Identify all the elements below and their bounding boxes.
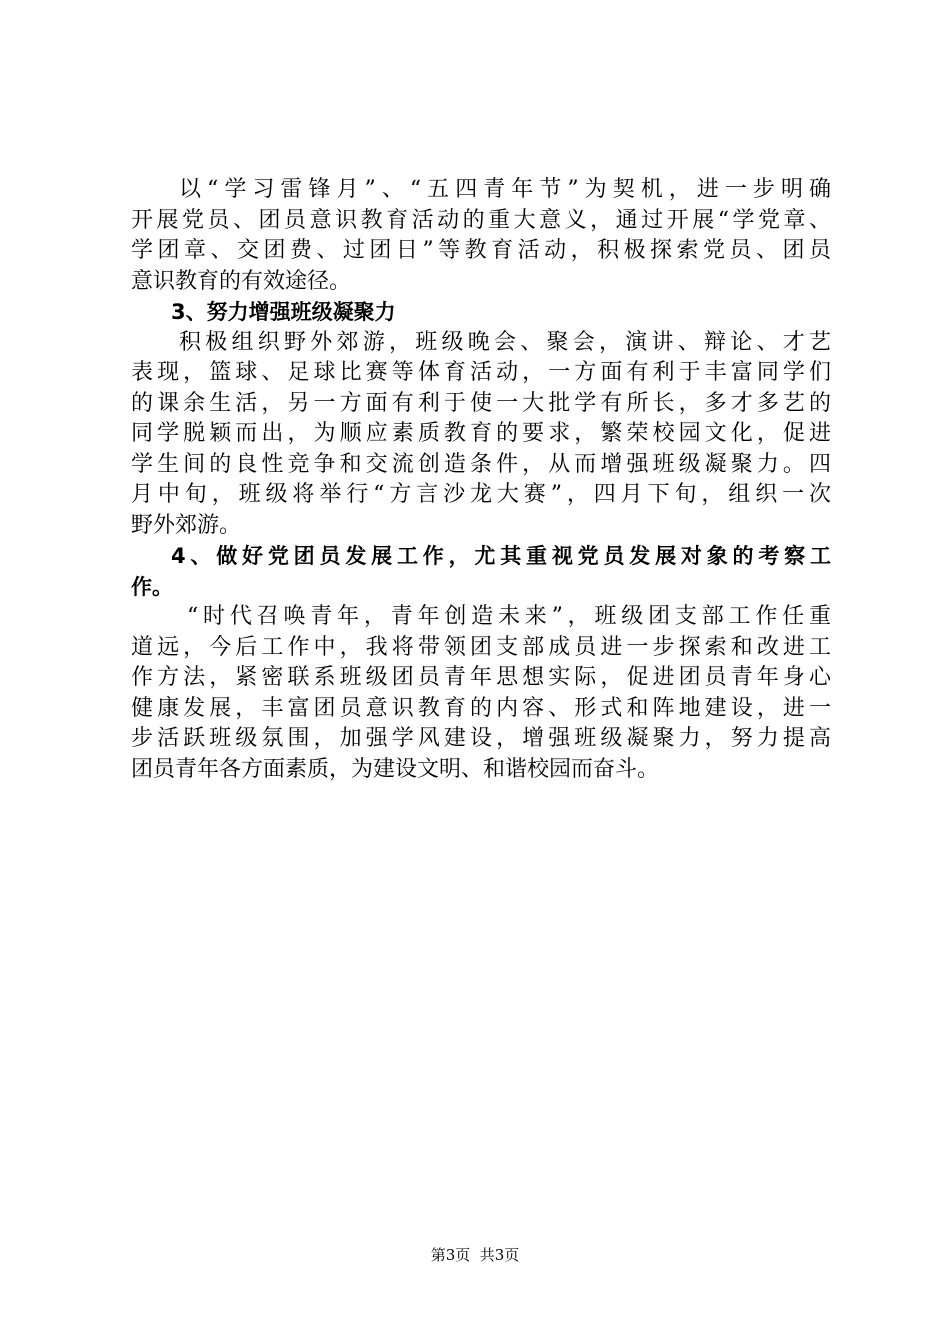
- paragraph-line: 团员青年各方面素质，为建设文明、和谐校园而奋斗。: [131, 756, 660, 782]
- paragraph-line: 月中旬，班级将举行“方言沙龙大赛”，四月下旬，组织一次: [131, 482, 831, 507]
- paragraph-line: 意识教育的有效途径。: [131, 268, 352, 294]
- heading-line: 作。: [131, 574, 173, 599]
- paragraph-line: 积极组织野外郊游，班级晚会、聚会，演讲、辩论、才艺: [179, 329, 831, 355]
- paragraph-line: 的课余生活，另一方面有利于使一大批学有所长，多才多艺的: [131, 390, 831, 416]
- paragraph-line: 道远，今后工作中，我将带领团支部成员进一步探索和改进工: [131, 634, 831, 660]
- paragraph-line: 学团章、交团费、过团日”等教育活动，积极探索党员、团员: [131, 238, 831, 263]
- heading-line: 4、做好党团员发展工作，尤其重视党员发展对象的考察工: [171, 544, 831, 568]
- paragraph-line: 作方法，紧密联系班级团员青年思想实际，促进团员青年身心: [131, 665, 831, 690]
- paragraph-2: [131, 328, 831, 542]
- document-body: [131, 175, 831, 785]
- paragraph-line: 健康发展，丰富团员意识教育的内容、形式和阵地建设，进一: [131, 695, 831, 721]
- paragraph-line: 学生间的良性竞争和交流创造条件，从而增强班级凝聚力。四: [131, 451, 831, 477]
- paragraph-line: “时代召唤青年，青年创造未来”，班级团支部工作任重: [187, 604, 831, 629]
- page-footer: [0, 1244, 950, 1265]
- section-heading-3: 3、努力增强班级凝聚力: [171, 300, 396, 324]
- paragraph-line: 开展党员、团员意识教育活动的重大意义，通过开展“学党章、: [131, 207, 831, 233]
- paragraph-3: [131, 602, 831, 785]
- paragraph-line: 同学脱颖而出，为顺应素质教育的要求，繁荣校园文化，促进: [131, 421, 831, 446]
- paragraph-line: 野外郊游。: [131, 512, 242, 538]
- paragraph-line: 步活跃班级氛围，加强学风建设，增强班级凝聚力，努力提高: [131, 726, 831, 751]
- page-number-label: 第3页 共3页: [430, 1246, 520, 1264]
- paragraph-line: 表现，篮球、足球比赛等体育活动，一方面有利于丰富同学们: [131, 360, 831, 385]
- paragraph-1: [131, 175, 831, 297]
- paragraph-line: 以“学习雷锋月”、“五四青年节”为契机，进一步明确: [179, 177, 831, 202]
- section-heading-4: [131, 541, 831, 602]
